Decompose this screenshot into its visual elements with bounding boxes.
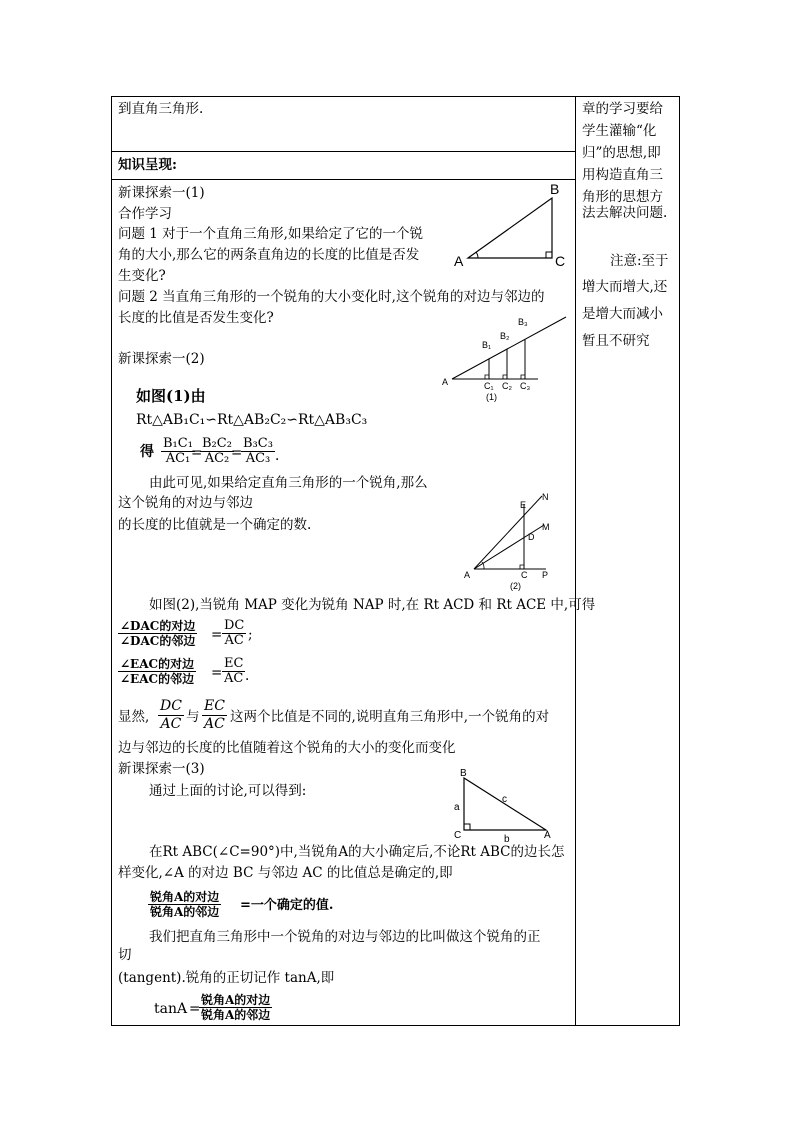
tan-label: tanA — [154, 1001, 188, 1017]
question2-line: 问题 2 当直角三角形的一个锐角的大小变化时,这个锐角的对边与邻边的 — [118, 289, 545, 305]
conclusion-line: 的长度的比值就是一个确定的数. — [118, 517, 312, 533]
question1-line: 问题 1 对于一个直角三角形,如果给定了它的一个锐 — [118, 226, 423, 242]
figure1-intro: 如图(1)由 — [136, 387, 206, 405]
side-note-line: 角形的思想方 — [582, 189, 663, 205]
question1-line: 生变化? — [118, 268, 166, 284]
triangle-abc — [468, 198, 552, 258]
equals-sign: = — [211, 665, 223, 681]
question1-line: 角的大小,那么它的两条直角边的长度的比值是否发 — [118, 247, 420, 263]
figure-caption: (1) — [486, 392, 497, 402]
hypotenuse-line — [452, 317, 566, 379]
label-b: B — [550, 181, 560, 197]
section-title: 知识呈现: — [118, 157, 177, 173]
compare-text: 边与邻边的长度的比值随着这个锐角的大小的变化而变化 — [118, 740, 456, 756]
ratio-eac: ∠EAC的对边 ∠EAC的邻边 — [120, 657, 195, 686]
right-angle-mark — [520, 565, 524, 569]
label-b: B — [460, 768, 467, 779]
yu-label: 与 — [186, 709, 200, 725]
label-n: N — [542, 492, 549, 502]
tangent-triangle-figure — [450, 768, 562, 844]
side-note-line: 学生灌输“化 — [582, 123, 657, 139]
right-triangle-figure — [450, 180, 570, 270]
xianran-label: 显然, — [118, 709, 150, 725]
label-a: A — [464, 570, 471, 580]
label-a: A — [454, 253, 464, 269]
ratio-dc-ac: $\frac{DC}{AC}$ — [224, 618, 245, 648]
label-c: C — [521, 570, 528, 580]
label-a: A — [544, 830, 551, 841]
label-a: A — [442, 377, 449, 387]
figure2-text: 如图(2),当锐角 MAP 变化为锐角 NAP 时,在 Rt ACD 和 Rt ACE 中,可得 — [149, 597, 596, 613]
angle-arc — [476, 252, 478, 258]
equals-sign: = — [191, 445, 203, 461]
explore2-title: 新课探索一(2) — [118, 351, 205, 367]
equals-sign: = — [189, 1001, 201, 1017]
side-note-line: 增大而增大,还 — [582, 279, 668, 295]
period: . — [275, 448, 280, 464]
top-text: 到直角三角形. — [118, 101, 204, 117]
label-side-c: c — [502, 794, 507, 805]
label-side-a: a — [454, 802, 460, 813]
ratio-dac: ∠DAC的对边 ∠DAC的邻边 — [120, 619, 196, 648]
side-note-line: 用构造直角三 — [582, 167, 663, 183]
label-p: P — [542, 570, 549, 580]
semicolon: ; — [248, 627, 253, 643]
angle-change-figure — [458, 488, 570, 592]
right-angle-mark — [464, 824, 470, 830]
compare-text: 这两个比值是不同的,说明直角三角形中,一个锐角的对 — [230, 709, 550, 725]
discuss-text: 通过上面的讨论,可以得到: — [149, 783, 307, 799]
right-angle-mark — [521, 375, 525, 379]
tangent-intro: (tangent).锐角的正切记作 tanA,即 — [118, 970, 335, 986]
label-c: C — [454, 830, 462, 841]
de-label: 得 — [140, 444, 154, 460]
conclusion-line: 这个锐角的对边与邻边 — [118, 495, 253, 511]
period: . — [245, 668, 250, 684]
side-note-line: 是增大而减小 — [582, 306, 663, 322]
label-c2: C₂ — [502, 381, 512, 391]
label-b1: B₁ — [482, 340, 492, 350]
explore1-title: 新课探索一(1) — [118, 185, 205, 201]
right-angle-mark — [503, 375, 507, 379]
fraction-ec-ac: $\frac{EC}{AC}$ — [204, 698, 225, 732]
side-note-line: 暂且不研究 — [582, 333, 650, 349]
fraction-2: $\frac{\text{B₂C₂}}{\text{AC₂}}$ — [202, 436, 232, 466]
equals-sign: = — [211, 627, 223, 643]
tan-ratio: 锐角A的对边 锐角A的邻边 — [201, 993, 271, 1022]
explore1-subtitle: 合作学习 — [118, 206, 172, 222]
row-divider-1 — [111, 151, 576, 152]
ratio-ec-ac: $\frac{EC}{AC}$ — [224, 656, 244, 686]
ratio-a: 锐角A的对边 锐角A的邻边 — [150, 890, 220, 919]
ratio-rhs: =一个确定的值. — [240, 898, 334, 913]
label-e: E — [520, 500, 527, 510]
conclusion-line: 由此可见,如果给定直角三角形的一个锐角,那么 — [149, 475, 428, 491]
side-note-line: 章的学习要给 — [582, 101, 663, 117]
label-c3: C₃ — [520, 381, 531, 391]
label-b2: B₂ — [500, 331, 510, 341]
side-note-line: 注意:至于 — [610, 253, 669, 269]
column-divider — [575, 96, 576, 1026]
similar-triangles-figure — [438, 312, 572, 404]
tangent-def-line: 我们把直角三角形中一个锐角的对边与邻边的比叫做这个锐角的正 — [149, 929, 541, 945]
explore3-title: 新课探索一(3) — [118, 761, 205, 777]
fraction-1: $\frac{\text{B₁C₁}}{\text{AC₁}}$ — [163, 436, 193, 466]
label-c1: C₁ — [484, 381, 494, 391]
label-side-b: b — [504, 834, 510, 844]
label-m: M — [542, 522, 550, 532]
fraction-3: $\frac{\text{B₃C₃}}{\text{AC₃}}$ — [243, 436, 273, 466]
side-note-line: 法去解决问题. — [582, 205, 668, 221]
question2-line: 长度的比值是否发生变化? — [118, 310, 274, 326]
right-angle-mark — [485, 375, 489, 379]
similar-triangles: Rt△AB₁C₁∽Rt△AB₂C₂∽Rt△AB₃C₃ — [136, 412, 368, 428]
definition-para: 在Rt ABC(∠C=90°)中,当锐角A的大小确定后,不论Rt ABC的边长怎 — [149, 844, 565, 860]
side-note-line: 归”的思想,即 — [582, 145, 661, 161]
label-b3: B₃ — [518, 317, 528, 327]
tangent-def-line: 切 — [118, 947, 132, 963]
label-c: C — [555, 253, 566, 269]
equals-sign: = — [231, 445, 243, 461]
label-d: D — [528, 532, 535, 542]
figure-caption: (2) — [510, 581, 521, 591]
fraction-dc-ac: $\frac{DC}{AC}$ — [160, 698, 182, 732]
definition-para: 样变化,∠A 的对边 BC 与邻边 AC 的比值总是确定的,即 — [118, 865, 453, 881]
right-angle-mark — [546, 252, 552, 258]
